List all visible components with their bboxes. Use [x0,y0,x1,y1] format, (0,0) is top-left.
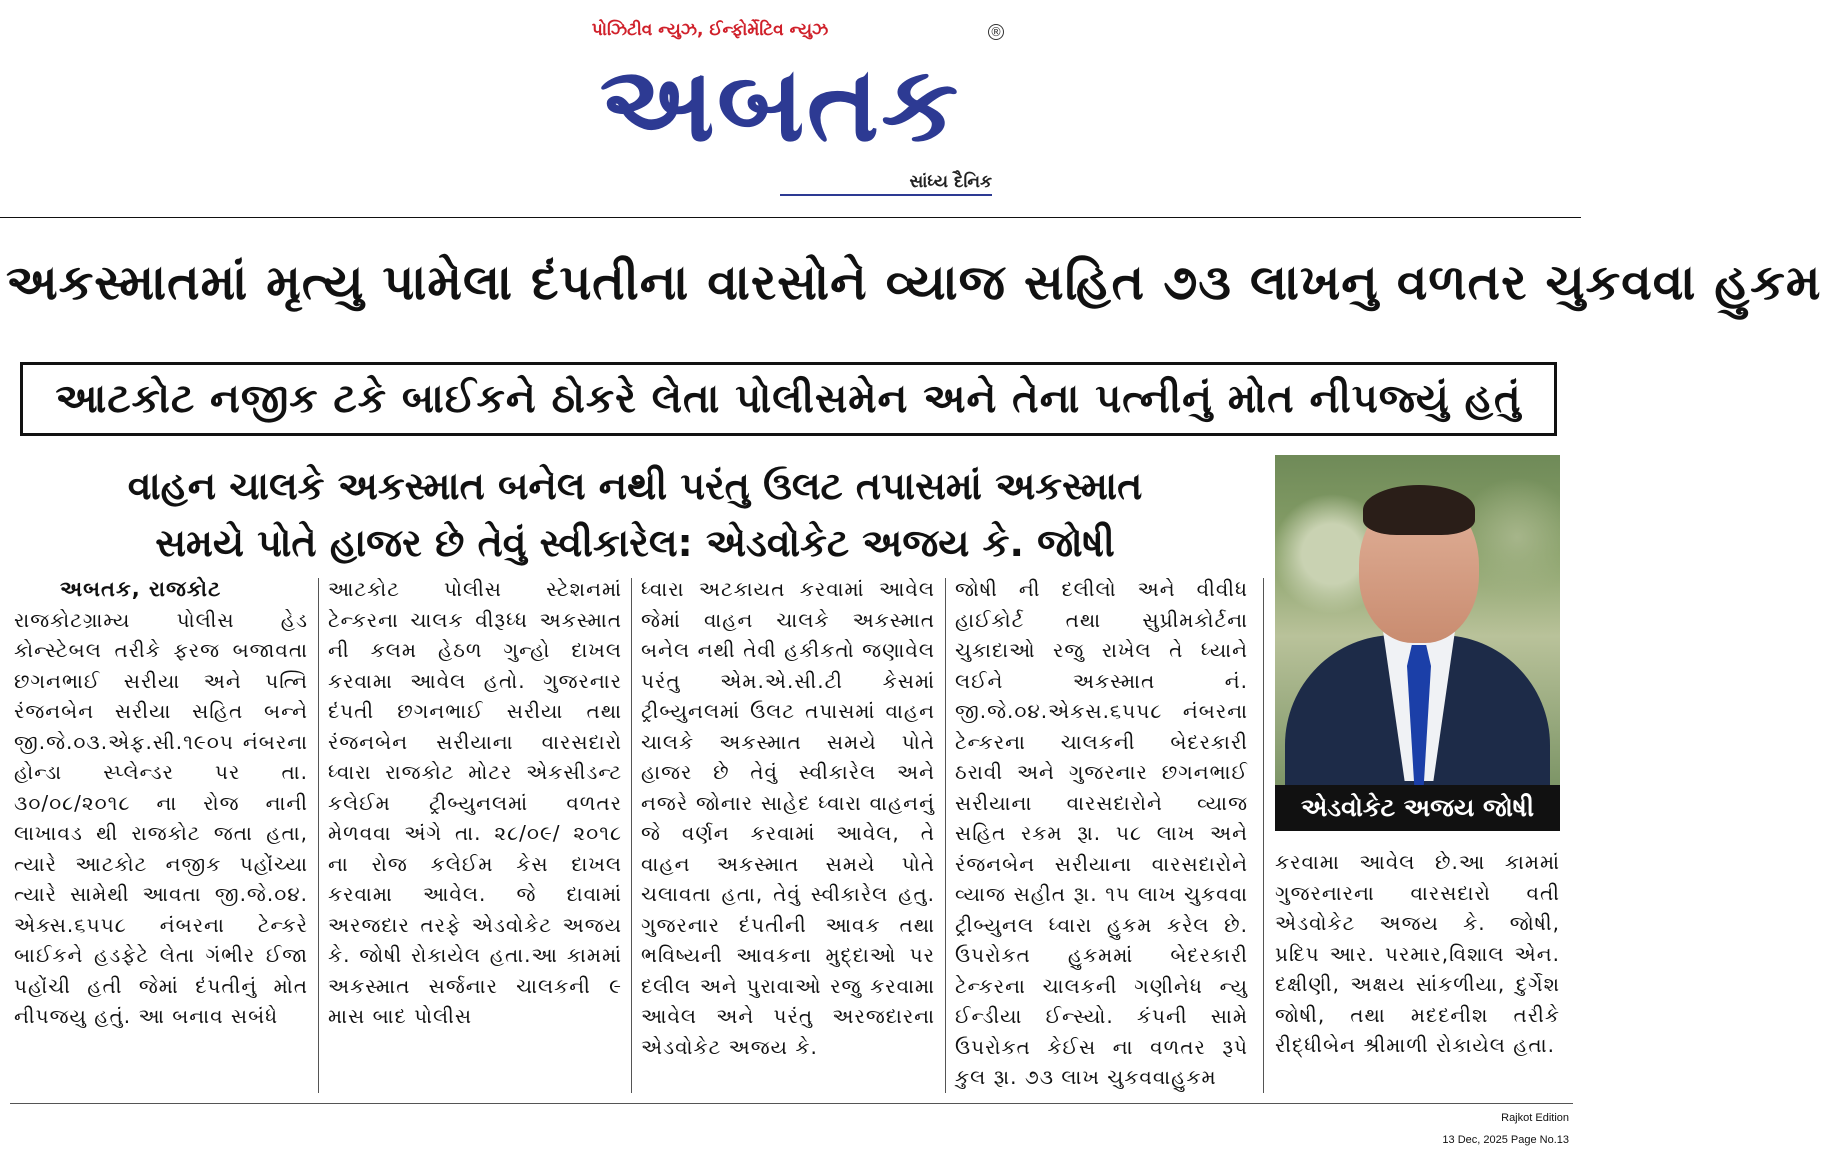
article-headline: અકસ્માતમાં મૃત્યુ પામેલા દંપતીના વારસોને વ્યાજ સહિત ૭૩ લાખનુ વળતર ચુકવવા હુકમ [6,254,1821,311]
column-3-text: ધ્વારા અટકાયત કરવામાં આવેલ જેમાં વાહન ચાલકે અકસ્માત બનેલ નથી તેવી હકીકતો જણાવેલ પરંતુ એમ.એ.સી.ટી કેસમાં ટ્રીબ્યુનલમાં ઉલટ તપાસમાં વાહન ચાલકે અકસ્માત સમયે પોતે હાજર છે તેવું સ્વીકારેલ અને નજરે જોનાર સાહેદ ધ્વારા વાહનનું જે વર્ણન કરવામાં આવેલ, તે વાહન અકસ્માત સમયે પોતે ચલાવતા હતા, તેવું સ્વીકારેલ હતુ. ગુજરનાર દંપતીની આવક તથા ભવિષ્યની આવકના મુદ્દાઓ પર દલીલ અને પુરાવાઓ રજુ કરવામા આવેલ અને પરંતુ અરજદારના એડવોકેટ અજય કે. [641,577,935,1059]
column-divider [1263,578,1264,1093]
article-column-4 [955,574,1248,1094]
edition-name: Rajkot Edition [1501,1112,1569,1124]
column-2-text: આટકોટ પોલીસ સ્ટેશનમાં ટેન્કરના ચાલક વીરૂધ્ધ અકસ્માત ની કલમ હેઠળ ગુન્હો દાખલ કરવામા આવેલ હતો. ગુજરનાર દંપતી છગનભાઈ સરીયા તથા રંજનબેન સરીયાના વારસદારો ધ્વારા રાજકોટ મોટર એકસીડન્ટ કલેઈમ ટ્રીબ્યુનલમાં વળતર મેળવવા અંગે તા. ૨૮/૦૯/ ૨૦૧૮ ના રોજ કલેઈમ કેસ દાખલ કરવામા આવેલ. જે દાવામાં અરજદાર તરફે એડવોકેટ અજય કે. જોષી રોકાયેલ હતા.આ કામમાં અકસ્માત સર્જનાર ચાલકની ૯ માસ બાદ પોલીસ [328,577,622,1028]
column-divider [318,578,319,1093]
newspaper-logo: અબતક [599,43,961,165]
article-deck [10,458,1260,572]
edition-date-page: 13 Dec, 2025 Page No.13 [1442,1134,1569,1146]
photo-caption: એડવોકેટ અજય જોષી [1275,785,1560,831]
masthead-subtitle: સાંધ્ય દૈનિક [909,172,992,192]
bottom-divider [10,1103,1573,1104]
advocate-photo [1275,455,1560,785]
subheadline-box [20,362,1557,436]
article-dateline: અબતક, રાજકોટ [60,577,222,601]
column-1-text: રાજકોટગ્રામ્ય પોલીસ હેડ કોન્સ્ટેબલ તરીકે ફરજ બજાવતા છગનભાઈ સરીયા અને પત્નિ રંજનબેન સરીયા સહિત બન્ને જી.જે.૦૩.એફ.સી.૧૯૦૫ નંબરના હોન્ડા સ્પ્લેન્ડર પર તા. ૩૦/૦૮/૨૦૧૮ ના રોજ નાની લાખાવડ થી રાજકોટ જતા હતા, ત્યારે આટકોટ નજીક પહોંચ્યા ત્યારે સામેથી આવતા જી.જે.૦૪. એક્સ.૬૫૫૮ નંબરના ટેન્કરે બાઈકને હડફેટે લેતા ગંભીર ઈજા પહોંચી હતી જેમાં દંપતીનું મોત નીપજયુ હતું. આ બનાવ સબંધે [14,607,308,1028]
article-column-1 [14,574,308,1094]
deck-line-1: વાહન ચાલકે અકસ્માત બનેલ નથી પરંતુ ઉલટ તપાસમાં અકસ્માત [127,464,1143,508]
registered-mark: ® [990,25,1002,39]
masthead [560,18,1000,208]
article-column-2 [328,574,622,1094]
column-divider [631,578,632,1093]
logo-underline [780,194,992,196]
column-5-text: કરવામા આવેલ છે.આ કામમાં ગુજરનારના વારસદારો વતી એડવોકેટ અજય કે. જોષી, પ્રદિપ આર. પરમાર,વિશાલ એન. દક્ષીણી, અક્ષય સાંકળીયા, દુર્ગેશ જોષી, તથા મદદનીશ તરીકે રીદ્ધીબેન શ્રીમાળી રોકાયેલ હતા. [1275,850,1560,1057]
article-column-5 [1275,847,1560,1061]
deck-line-2: સમયે પોતે હાજર છે તેવું સ્વીકારેલ: એડવોકેટ અજય કે. જોષી [155,521,1115,565]
column-divider [945,578,946,1093]
top-divider [0,217,1581,218]
edition-info [1442,1107,1569,1151]
column-4-text: જોષી ની દલીલો અને વીવીધ હાઈકોર્ટ તથા સુપ્રીમકોર્ટના ચુકાદાઓ રજુ રાખેલ તે ધ્યાને લઈને અકસ્માત નં. જી.જે.૦૪.એકસ.૬૫૫૮ નંબરના ટેન્કરના ચાલકની બેદરકારી ઠરાવી અને ગુજરનાર છગનભાઈ સરીયાના વારસદારોને વ્યાજ સહિત રકમ રૂા. ૫૮ લાખ અને રંજનબેન સરીયાના વારસદારોને વ્યાજ સહીત રૂા. ૧૫ લાખ ચુકવવા ટ્રીબ્યુનલ ધ્વારા હુકમ કરેલ છે. ઉપરોકત હુકમમાં બેદરકારી ટેન્કરના ચાલકની ગણીનેધ ન્યુ ઈન્ડીયા ઈન્સ્યો. કંપની સામે ઉપરોકત કેઈસ ના વળતર રૂપે કુલ રૂા. ૭૩ લાખ ચુકવવાહુકમ [955,577,1248,1089]
masthead-tagline: પોઝિટીવ ન્યુઝ, ઈન્ફોર્મેટિવ ન્યુઝ [591,20,829,40]
article-column-3 [641,574,935,1094]
article-subheadline: આટકોટ નજીક ટકે બાઈકને ઠોકરે લેતા પોલીસમેન અને તેના પત્નીનું મોત નીપજ્યું હતું [55,376,1522,422]
